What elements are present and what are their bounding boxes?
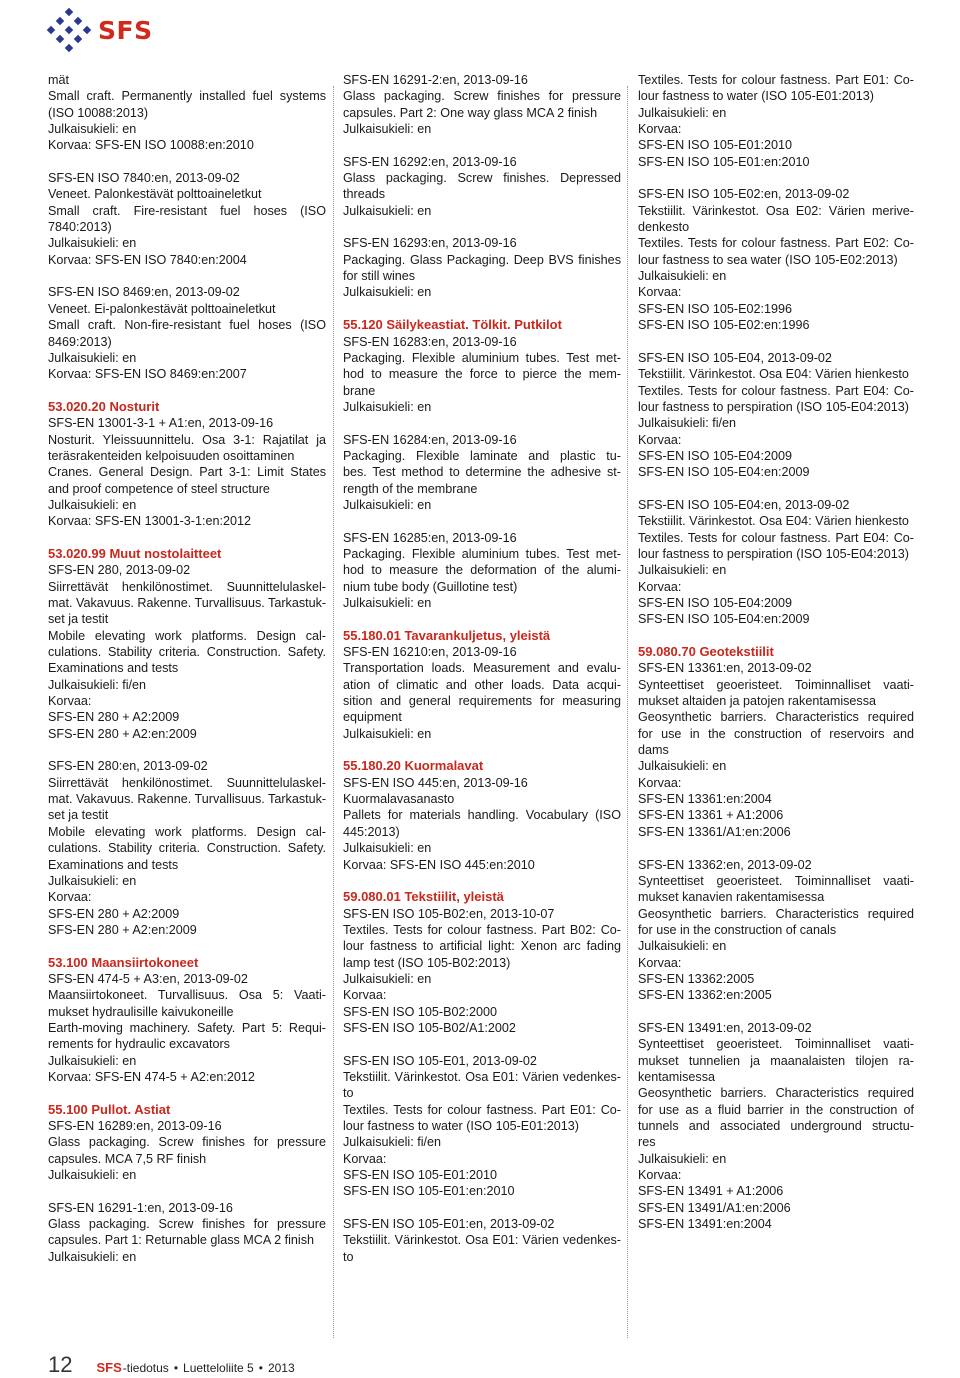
text-line: SFS-EN ISO 105-E01:en:2010 (638, 154, 810, 169)
text-line: Julkaisukieli: fi/en (48, 677, 146, 692)
text-line: Julkaisukieli: en (343, 971, 432, 986)
text-line: SFS-EN 13491:en, 2013-09-02 (638, 1020, 812, 1035)
section-heading: 55.120 Säilykeastiat. Tölkit. Putkilot (343, 317, 562, 333)
text-line: Tekstiilit. Värinkestot. Osa E04: Värien hienkesto (638, 514, 909, 529)
text-line: Julkaisukieli: en (48, 1168, 137, 1183)
text-line: SFS-EN ISO 105-E04:en, 2013-09-02 (638, 497, 850, 512)
text-line: mat. Vakavuus. Rakenne. Turvallisuus. Tarkastuk- (48, 792, 326, 807)
text-line: Glass packaging. Screw finishes. Depressed (343, 171, 621, 186)
text-line: mukset hydraulisille kaivukoneille (48, 1004, 234, 1019)
text-line: Julkaisukieli: fi/en (343, 1135, 441, 1150)
entry-spacer (48, 1183, 326, 1199)
text-line: 8469:2013) (48, 334, 112, 349)
text-line: Geosynthetic barriers. Characteristics required (638, 906, 914, 921)
text-line: SFS-EN 16285:en, 2013-09-16 (343, 530, 517, 545)
text-line: Siirrettävät henkilönostimet. Suunnittelulaskel- (48, 579, 326, 594)
text-line: Textiles. Tests for colour fastness. Part E02: Co- (638, 236, 914, 251)
text-line: lour fastness to perspiration (ISO 105-E04:2013) (638, 399, 909, 414)
text-line: SFS-EN ISO 105-E01, 2013-09-02 (343, 1053, 537, 1068)
text-line: Small craft. Fire-resistant fuel hoses (ISO (48, 203, 326, 218)
text-line: SFS-EN ISO 105-E01:2010 (638, 138, 793, 153)
entry-spacer (343, 415, 621, 431)
logo-dot (47, 26, 55, 34)
text-line: lour fastness to water (ISO 105-E01:2013) (343, 1119, 579, 1133)
text-line: SFS-EN ISO 105-E04:2009 (638, 448, 793, 463)
logo-dot (56, 17, 64, 25)
text-line: SFS-EN 13361:en, 2013-09-02 (638, 661, 812, 676)
text-line: SFS-EN 16291-1:en, 2013-09-16 (48, 1200, 233, 1215)
footer-brand-suffix: -tiedotus (122, 1361, 169, 1375)
logo-dot (65, 26, 73, 34)
text-line: SFS-EN 280 + A2:en:2009 (48, 922, 197, 937)
text-line: Geosynthetic barriers. Characteristics required (638, 710, 914, 725)
text-line: 7840:2013) (48, 220, 112, 235)
column-separator (333, 86, 334, 1338)
text-line: SFS-EN 280 + A2:en:2009 (48, 726, 197, 741)
entry-spacer (48, 742, 326, 758)
logo-dot (83, 26, 91, 34)
text-line: sition and general requirements for measuring (343, 694, 621, 709)
text-line: Julkaisukieli: en (343, 122, 432, 137)
text-line: for use as a fluid barrier in the construction of (638, 1102, 914, 1117)
text-line: SFS-EN ISO 105-E01:2010 (343, 1168, 498, 1183)
text-line: equipment (343, 710, 402, 725)
text-line: Veneet. Ei-palonkestävät polttoaineletkut (48, 301, 276, 316)
text-line: SFS-EN ISO 445:en, 2013-09-16 (343, 775, 528, 790)
entry-spacer (343, 1200, 621, 1216)
section-heading: 55.180.20 Kuormalavat (343, 758, 484, 774)
text-line: kentamisessa (638, 1069, 715, 1084)
text-line: ation of climatic and other loads. Data acqui- (343, 677, 621, 692)
entry-spacer (48, 154, 326, 170)
section-heading: 53.100 Maansiirtokoneet (48, 954, 199, 970)
text-line: Julkaisukieli: en (638, 1151, 727, 1166)
text-line: Packaging. Flexible laminate and plastic tu- (343, 448, 621, 463)
text-line: Veneet. Palonkestävät polttoaineletkut (48, 187, 262, 202)
text-line: Korvaa: SFS-EN 474-5 + A2:en:2012 (48, 1069, 255, 1084)
text-line: SFS-EN 16291-2:en, 2013-09-16 (343, 73, 528, 87)
text-line: Julkaisukieli: en (48, 1249, 137, 1264)
text-line: Pallets for materials handling. Vocabulary (ISO (343, 808, 621, 823)
column-separator (627, 86, 628, 1338)
text-line: mät (48, 73, 69, 87)
text-line: SFS-EN ISO 105-E04, 2013-09-02 (638, 350, 832, 365)
text-line: Korvaa: (638, 579, 682, 594)
text-line: hod to measure the force to pierce the mem- (343, 367, 621, 382)
text-line: dams (638, 743, 669, 758)
text-line: to (343, 1086, 354, 1101)
text-line: Julkaisukieli: en (343, 285, 432, 300)
text-line: Mobile elevating work platforms. Design cal- (48, 628, 326, 643)
text-line: res (638, 1135, 656, 1150)
entry-spacer (343, 611, 621, 627)
entry-spacer (48, 938, 326, 954)
text-line: SFS-EN ISO 8469:en, 2013-09-02 (48, 285, 240, 300)
text-line: to (343, 1249, 354, 1264)
text-line: Julkaisukieli: en (48, 236, 137, 251)
text-line: Geosynthetic barriers. Characteristics required (638, 1086, 914, 1101)
text-line: Korvaa: (638, 285, 682, 300)
text-line: Korvaa: (638, 122, 682, 137)
text-line: capsules. MCA 7,5 RF finish (48, 1151, 207, 1166)
text-line: teräsrakenteiden kelpoisuuden osoittaminen (48, 448, 295, 463)
text-line: Korvaa: (48, 694, 92, 709)
text-line: Korvaa: SFS-EN 13001-3-1:en:2012 (48, 514, 252, 529)
text-line: capsules. Part 2: One way glass MCA 2 finish (343, 105, 598, 120)
text-line: Small craft. Permanently installed fuel systems (48, 89, 326, 104)
text-line: threads (343, 187, 386, 202)
text-line: tunnels and associated underground structu- (638, 1119, 914, 1133)
text-line: SFS-EN 16210:en, 2013-09-16 (343, 645, 517, 660)
text-line: Glass packaging. Screw finishes for pressure (48, 1135, 326, 1150)
text-line: Julkaisukieli: en (638, 563, 727, 578)
text-line: Korvaa: (638, 1168, 682, 1183)
text-line: Textiles. Tests for colour fastness. Part E04: Co- (638, 383, 914, 398)
text-line: SFS-EN 16293:en, 2013-09-16 (343, 236, 517, 251)
text-line: SFS-EN 13362:en, 2013-09-02 (638, 857, 812, 872)
logo-dot (74, 17, 82, 25)
entry-spacer (638, 481, 914, 497)
text-line: Textiles. Tests for colour fastness. Part E04: Co- (638, 530, 914, 545)
text-line: Examinations and tests (48, 661, 179, 676)
text-line: Transportation loads. Measurement and evalu- (343, 661, 621, 676)
footer (48, 1352, 295, 1378)
text-line: Julkaisukieli: en (343, 596, 432, 610)
text-line: set ja testit (48, 808, 109, 823)
text-line: Packaging. Glass Packaging. Deep BVS finishes (343, 252, 621, 267)
section-heading: 59.080.70 Geotekstiilit (638, 644, 774, 660)
text-line: Glass packaging. Screw finishes for pressure (48, 1217, 326, 1232)
text-line: Julkaisukieli: en (343, 726, 432, 741)
text-line: SFS-EN 13491 + A1:2006 (638, 1184, 784, 1199)
logo-dot (65, 44, 73, 52)
text-line: Julkaisukieli: fi/en (638, 416, 736, 431)
text-line: SFS-EN 13491/A1:en:2006 (638, 1200, 791, 1215)
text-line: set ja testit (48, 612, 109, 627)
text-line: Siirrettävät henkilönostimet. Suunnittelulaskel- (48, 775, 326, 790)
text-line: Korvaa: SFS-EN ISO 10088:en:2010 (48, 138, 254, 153)
text-line: and proof competence of steel structure (48, 481, 270, 496)
text-line: SFS-EN 16292:en, 2013-09-16 (343, 154, 517, 169)
text-line: rength of the membrane (343, 481, 478, 496)
text-line: mat. Vakavuus. Rakenne. Turvallisuus. Tarkastuk- (48, 596, 326, 610)
text-line: Nosturit. Yleissuunnittelu. Osa 3-1: Rajatilat ja (48, 432, 326, 447)
text-line: Mobile elevating work platforms. Design cal- (48, 824, 326, 839)
text-line: for use in the construction of canals (638, 922, 837, 937)
entry-spacer (48, 1085, 326, 1101)
entry-spacer (343, 301, 621, 317)
section-heading: 53.020.99 Muut nostolaitteet (48, 545, 222, 561)
text-line: denkesto (638, 220, 690, 235)
text-line: Korvaa: (48, 890, 92, 905)
text-line: Julkaisukieli: en (638, 105, 727, 120)
text-line: lour fastness to perspiration (ISO 105-E04:2013) (638, 546, 909, 561)
text-line: Julkaisukieli: en (48, 873, 137, 888)
text-line: Synteettiset geoeristeet. Toiminnalliset vaati- (638, 873, 914, 888)
entry-spacer (343, 1036, 621, 1052)
section-heading: 53.020.20 Nosturit (48, 398, 160, 414)
text-line: Tekstiilit. Värinkestot. Osa E02: Värien merive- (638, 203, 914, 218)
text-line: SFS-EN ISO 105-B02:2000 (343, 1004, 498, 1019)
logo-dot (74, 35, 82, 43)
text-line: lour fastness to water (ISO 105-E01:2013) (638, 89, 874, 104)
text-line: Glass packaging. Screw finishes for pressure (343, 89, 621, 104)
text-line: SFS-EN 13362:2005 (638, 971, 755, 986)
section-heading: 59.080.01 Tekstiilit, yleistä (343, 889, 504, 905)
text-line: rements for hydraulic excavators (48, 1037, 230, 1052)
text-line: mukset tunnelien ja maanalaisten tilojen ra- (638, 1053, 914, 1068)
text-line: Tekstiilit. Värinkestot. Osa E01: Värien vedenkes- (343, 1069, 621, 1084)
text-line: nium tube body (Guillotine test) (343, 579, 518, 594)
text-line: Korvaa: (343, 1151, 387, 1166)
entry-spacer (48, 530, 326, 546)
entry-spacer (343, 219, 621, 235)
text-line: culations. Stability criteria. Construction. Safety. (48, 645, 326, 660)
entry-spacer (343, 742, 621, 758)
logo-text: SFS (98, 15, 153, 45)
text-line: Korvaa: SFS-EN ISO 8469:en:2007 (48, 367, 247, 382)
text-line: SFS-EN ISO 105-E02:en, 2013-09-02 (638, 187, 850, 202)
text-line: SFS-EN 280:en, 2013-09-02 (48, 759, 208, 774)
logo-dot (56, 35, 64, 43)
text-line: Korvaa: (638, 775, 682, 790)
text-line: Packaging. Flexible aluminium tubes. Test met- (343, 350, 621, 365)
text-line: Julkaisukieli: en (343, 841, 432, 856)
text-line: Julkaisukieli: en (343, 399, 432, 414)
text-line: Cranes. General Design. Part 3-1: Limit States (48, 465, 326, 480)
text-line: Julkaisukieli: en (48, 350, 137, 365)
text-line: SFS-EN 13362:en:2005 (638, 988, 772, 1003)
text-line: Tekstiilit. Värinkestot. Osa E04: Värien hienkesto (638, 367, 909, 382)
footer-supplement: Luetteloliite 5 (183, 1361, 254, 1375)
text-line: lamp test (ISO 105-B02:2013) (343, 955, 511, 970)
text-line: Julkaisukieli: en (48, 122, 137, 137)
page-number: 12 (48, 1352, 73, 1377)
text-line: Julkaisukieli: en (638, 939, 727, 954)
text-line: Textiles. Tests for colour fastness. Part B02: Co- (343, 922, 621, 937)
header (48, 6, 153, 54)
text-line: Textiles. Tests for colour fastness. Part E01: Co- (638, 73, 914, 87)
text-line: mukset altaiden ja patojen rakentamisessa (638, 694, 877, 709)
text-line: Korvaa: (638, 432, 682, 447)
text-line: capsules. Part 1: Returnable glass MCA 2 finish (48, 1233, 314, 1248)
text-line: SFS-EN ISO 105-E02:1996 (638, 301, 793, 316)
text-line: Textiles. Tests for colour fastness. Part E01: Co- (343, 1102, 621, 1117)
entry-spacer (638, 628, 914, 644)
entry-spacer (343, 137, 621, 153)
entry-spacer (48, 268, 326, 284)
text-line: SFS-EN 280, 2013-09-02 (48, 563, 191, 578)
text-line: SFS-EN ISO 105-B02/A1:2002 (343, 1020, 516, 1035)
text-line: lour fastness to sea water (ISO 105-E02:2013) (638, 252, 898, 267)
column-2 (343, 72, 621, 1265)
text-line: SFS-EN ISO 105-E01:en, 2013-09-02 (343, 1217, 555, 1232)
text-line: SFS-EN 280 + A2:2009 (48, 710, 180, 725)
text-line: hod to measure the deformation of the alumi- (343, 563, 621, 578)
text-line: brane (343, 383, 376, 398)
text-line: Earth-moving machinery. Safety. Part 5: Requi- (48, 1020, 326, 1035)
logo-dots-icon (48, 9, 90, 51)
text-line: Packaging. Flexible aluminium tubes. Test met- (343, 546, 621, 561)
text-line: Julkaisukieli: en (343, 497, 432, 512)
section-heading: 55.180.01 Tavarankuljetus, yleistä (343, 627, 551, 643)
text-line: SFS-EN 13361:en:2004 (638, 792, 772, 807)
text-line: Korvaa: (638, 955, 682, 970)
text-line: mukset kanavien rakentamisessa (638, 890, 825, 905)
text-line: culations. Stability criteria. Construction. Safety. (48, 841, 326, 856)
column-3 (638, 72, 914, 1232)
text-line: SFS-EN ISO 105-E02:en:1996 (638, 318, 810, 333)
text-line: Tekstiilit. Värinkestot. Osa E01: Värien vedenkes- (343, 1233, 621, 1248)
text-line: Small craft. Non-fire-resistant fuel hoses (ISO (48, 318, 326, 333)
text-line: SFS-EN 16284:en, 2013-09-16 (343, 432, 517, 447)
text-line: SFS-EN 13491:en:2004 (638, 1217, 772, 1232)
text-line: Korvaa: (343, 988, 387, 1003)
footer-year: 2013 (267, 1361, 295, 1375)
entry-spacer (343, 513, 621, 529)
text-line: for still wines (343, 269, 416, 284)
text-line: SFS-EN 280 + A2:2009 (48, 906, 180, 921)
text-line: Julkaisukieli: en (638, 269, 727, 284)
text-line: Julkaisukieli: en (638, 759, 727, 774)
entry-spacer (638, 1004, 914, 1020)
entry-spacer (638, 840, 914, 856)
text-line: SFS-EN ISO 7840:en, 2013-09-02 (48, 171, 240, 186)
entry-spacer (638, 170, 914, 186)
text-line: SFS-EN 13001-3-1 + A1:en, 2013-09-16 (48, 416, 274, 431)
text-line: lour fastness to artificial light: Xenon arc fading (343, 939, 621, 954)
text-line: Korvaa: SFS-EN ISO 7840:en:2004 (48, 252, 247, 267)
text-line: Maansiirtokoneet. Turvallisuus. Osa 5: Vaati- (48, 988, 326, 1003)
text-line: SFS-EN 13361/A1:en:2006 (638, 824, 791, 839)
text-line: SFS-EN ISO 105-E01:en:2010 (343, 1184, 515, 1199)
text-line: SFS-EN ISO 105-E04:2009 (638, 596, 793, 610)
footer-bullet: • (258, 1361, 263, 1375)
text-line: SFS-EN ISO 105-E04:en:2009 (638, 465, 810, 480)
text-line: SFS-EN 13361 + A1:2006 (638, 808, 784, 823)
text-line: Julkaisukieli: en (48, 1053, 137, 1068)
entry-spacer (343, 873, 621, 889)
text-line: Julkaisukieli: en (48, 497, 137, 512)
text-line: Korvaa: SFS-EN ISO 445:en:2010 (343, 857, 535, 872)
logo-dot (65, 8, 73, 16)
footer-brand: SFS (96, 1360, 122, 1375)
footer-bullet: • (173, 1361, 179, 1375)
text-line: SFS-EN 16283:en, 2013-09-16 (343, 334, 517, 349)
text-line: SFS-EN 16289:en, 2013-09-16 (48, 1119, 222, 1133)
text-line: Julkaisukieli: en (343, 203, 432, 218)
text-line: 445:2013) (343, 824, 400, 839)
section-heading: 55.100 Pullot. Astiat (48, 1101, 171, 1117)
text-line: Examinations and tests (48, 857, 179, 872)
text-line: for use in the construction of reservoirs and (638, 726, 914, 741)
text-line: SFS-EN 474-5 + A3:en, 2013-09-02 (48, 971, 248, 986)
entry-spacer (48, 383, 326, 399)
text-line: Synteettiset geoeristeet. Toiminnalliset vaati- (638, 677, 914, 692)
text-line: (ISO 10088:2013) (48, 105, 149, 120)
text-line: Kuormalavasanasto (343, 792, 455, 807)
entry-spacer (638, 334, 914, 350)
text-line: bes. Test method to determine the adhesive st- (343, 465, 621, 480)
text-line: SFS-EN ISO 105-E04:en:2009 (638, 612, 810, 627)
text-line: Synteettiset geoeristeet. Toiminnalliset vaati- (638, 1037, 914, 1052)
column-1 (48, 72, 326, 1265)
text-line: SFS-EN ISO 105-B02:en, 2013-10-07 (343, 906, 555, 921)
